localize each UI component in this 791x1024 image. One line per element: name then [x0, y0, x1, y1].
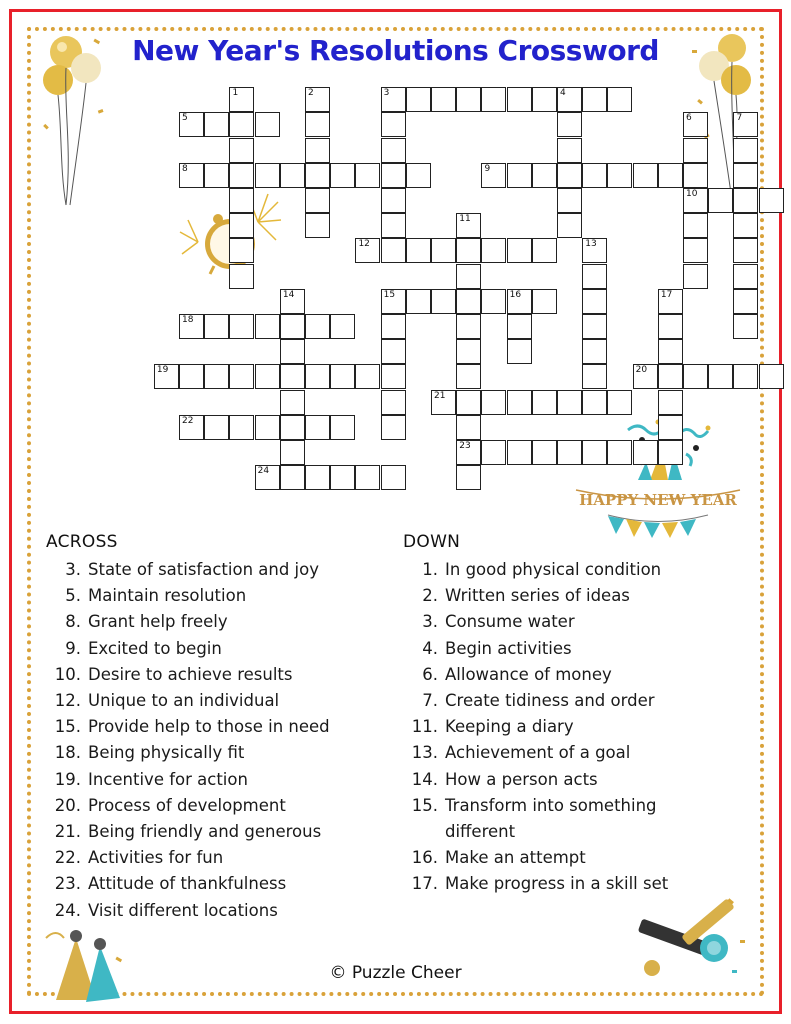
clue-text: Excited to begin [88, 638, 222, 658]
grid-cell[interactable] [658, 339, 683, 364]
clue-text: Attitude of thankfulness [88, 874, 287, 894]
grid-cell[interactable] [229, 188, 254, 213]
grid-cell[interactable] [557, 87, 582, 112]
clue-number: 19 [156, 365, 169, 376]
grid-cell[interactable] [759, 188, 784, 213]
clue-number: 19. [54, 769, 81, 789]
grid-cell[interactable] [633, 163, 658, 188]
grid-cell[interactable] [481, 87, 506, 112]
across-clue [44, 636, 394, 662]
grid-cell[interactable] [305, 213, 330, 238]
grid-cell[interactable] [507, 440, 532, 465]
clue-text: How a person acts [445, 769, 598, 789]
clue-number: 24. [54, 900, 81, 920]
grid-cell[interactable] [229, 112, 254, 137]
grid-cell[interactable] [381, 364, 406, 389]
grid-cell[interactable] [381, 213, 406, 238]
down-clue [401, 714, 751, 740]
grid-cell[interactable] [658, 289, 683, 314]
grid-cell[interactable] [204, 415, 229, 440]
grid-cell[interactable] [330, 314, 355, 339]
grid-cell[interactable] [305, 163, 330, 188]
grid-cell[interactable] [154, 364, 179, 389]
grid-cell[interactable] [280, 415, 305, 440]
grid-cell[interactable] [406, 289, 431, 314]
grid-cell[interactable] [381, 465, 406, 490]
grid-cell[interactable] [280, 440, 305, 465]
grid-cell[interactable] [582, 390, 607, 415]
grid-cell[interactable] [305, 188, 330, 213]
grid-cell[interactable] [557, 390, 582, 415]
clue-number: 13. [411, 743, 438, 763]
grid-cell[interactable] [431, 238, 456, 263]
grid-cell[interactable] [582, 339, 607, 364]
grid-cell[interactable] [481, 163, 506, 188]
grid-cell[interactable] [355, 163, 380, 188]
grid-cell[interactable] [607, 87, 632, 112]
grid-cell[interactable] [280, 364, 305, 389]
grid-cell[interactable] [582, 87, 607, 112]
clue-number: 2. [422, 586, 438, 606]
clue-number: 10 [686, 189, 698, 200]
across-clue [44, 714, 394, 740]
grid-cell[interactable] [204, 364, 229, 389]
grid-cell[interactable] [179, 163, 204, 188]
grid-cell[interactable] [280, 289, 305, 314]
clue-number: 15. [411, 795, 438, 815]
down-clue [401, 662, 751, 688]
grid-cell[interactable] [557, 213, 582, 238]
grid-cell[interactable] [280, 314, 305, 339]
grid-cell[interactable] [456, 213, 481, 238]
balloons-left-icon [36, 30, 116, 210]
grid-cell[interactable] [280, 390, 305, 415]
grid-cell[interactable] [481, 289, 506, 314]
clue-number: 4. [422, 638, 438, 658]
clue-text: Transform into something [445, 795, 657, 815]
grid-cell[interactable] [179, 415, 204, 440]
clue-number: 5. [65, 586, 81, 606]
clue-number: 21 [434, 390, 446, 401]
grid-cell[interactable] [330, 415, 355, 440]
grid-cell[interactable] [229, 138, 254, 163]
clue-number: 15 [383, 289, 396, 300]
down-clue-list [401, 557, 751, 898]
grid-cell[interactable] [305, 112, 330, 137]
across-clue [44, 662, 394, 688]
grid-cell[interactable] [708, 364, 733, 389]
grid-cell[interactable] [280, 465, 305, 490]
clue-text: Being friendly and generous [88, 822, 322, 842]
grid-cell[interactable] [683, 163, 708, 188]
clue-number: 9 [484, 163, 491, 174]
clue-number: 11. [411, 717, 438, 737]
grid-cell[interactable] [733, 213, 758, 238]
grid-cell[interactable] [507, 87, 532, 112]
grid-cell[interactable] [179, 314, 204, 339]
grid-cell[interactable] [406, 87, 431, 112]
grid-cell[interactable] [683, 213, 708, 238]
clue-text: Make an attempt [445, 848, 586, 868]
grid-cell[interactable] [532, 238, 557, 263]
grid-cell[interactable] [305, 415, 330, 440]
grid-cell[interactable] [557, 138, 582, 163]
grid-cell[interactable] [431, 289, 456, 314]
down-heading: DOWN [403, 532, 461, 552]
grid-cell[interactable] [456, 364, 481, 389]
clue-number: 1 [232, 88, 239, 99]
grid-cell[interactable] [204, 163, 229, 188]
grid-cell[interactable] [381, 238, 406, 263]
grid-cell[interactable] [532, 440, 557, 465]
grid-cell[interactable] [733, 112, 758, 137]
clue-text: Begin activities [445, 638, 572, 658]
clue-number: 16. [411, 848, 438, 868]
grid-cell[interactable] [456, 264, 481, 289]
grid-cell[interactable] [708, 188, 733, 213]
clue-number: 2 [308, 88, 314, 99]
grid-cell[interactable] [305, 314, 330, 339]
clue-number: 12 [358, 239, 370, 250]
across-clue [44, 819, 394, 845]
grid-cell[interactable] [229, 238, 254, 263]
grid-cell[interactable] [456, 465, 481, 490]
clue-number: 3 [383, 88, 390, 99]
clue-text: Make progress in a skill set [445, 874, 669, 894]
grid-cell[interactable] [255, 314, 280, 339]
clue-text: State of satisfaction and joy [88, 560, 319, 579]
clue-number: 13 [585, 239, 597, 250]
grid-cell[interactable] [381, 415, 406, 440]
grid-cell[interactable] [280, 163, 305, 188]
grid-cell[interactable] [456, 238, 481, 263]
grid-cell[interactable] [683, 112, 708, 137]
grid-cell[interactable] [229, 364, 254, 389]
grid-cell[interactable] [204, 112, 229, 137]
grid-cell[interactable] [582, 163, 607, 188]
across-clue-list [44, 557, 394, 924]
grid-cell[interactable] [733, 289, 758, 314]
grid-cell[interactable] [381, 289, 406, 314]
clue-number: 7 [736, 113, 743, 124]
grid-cell[interactable] [582, 364, 607, 389]
grid-cell[interactable] [255, 415, 280, 440]
clue-number: 15. [54, 717, 81, 737]
grid-cell[interactable] [633, 440, 658, 465]
clue-number: 10. [54, 664, 81, 684]
across-clue [44, 845, 394, 871]
grid-cell[interactable] [179, 364, 204, 389]
clue-number: 5 [182, 113, 188, 124]
clue-number: 14 [282, 289, 295, 300]
grid-cell[interactable] [456, 87, 481, 112]
clue-text: Provide help to those in need [88, 717, 330, 737]
grid-cell[interactable] [204, 314, 229, 339]
grid-cell[interactable] [582, 289, 607, 314]
grid-cell[interactable] [229, 87, 254, 112]
clue-number: 12. [54, 691, 81, 711]
clue-number: 18. [54, 743, 81, 763]
grid-cell[interactable] [481, 390, 506, 415]
copyright-footer: © Puzzle Cheer [329, 963, 462, 983]
clue-text: Achievement of a goal [445, 743, 631, 763]
down-clue [401, 767, 751, 793]
grid-cell[interactable] [532, 163, 557, 188]
grid-cell[interactable] [255, 112, 280, 137]
grid-cell[interactable] [381, 112, 406, 137]
grid-cell[interactable] [381, 87, 406, 112]
grid-cell[interactable] [658, 440, 683, 465]
grid-cell[interactable] [431, 87, 456, 112]
across-clue [44, 557, 394, 583]
grid-cell[interactable] [733, 163, 758, 188]
down-clue [401, 871, 751, 897]
clue-number: 6 [686, 113, 692, 124]
grid-cell[interactable] [658, 314, 683, 339]
grid-cell[interactable] [507, 314, 532, 339]
grid-cell[interactable] [481, 238, 506, 263]
clue-number: 22. [54, 848, 81, 868]
grid-cell[interactable] [406, 163, 431, 188]
grid-cell[interactable] [607, 440, 632, 465]
grid-cell[interactable] [280, 339, 305, 364]
grid-cell[interactable] [456, 289, 481, 314]
grid-cell[interactable] [557, 440, 582, 465]
grid-cell[interactable] [733, 238, 758, 263]
across-clue [44, 871, 394, 897]
down-clue [401, 793, 751, 845]
clue-text: Create tidiness and order [445, 691, 655, 711]
across-clue [44, 767, 394, 793]
grid-cell[interactable] [229, 264, 254, 289]
grid-cell[interactable] [456, 339, 481, 364]
clue-text: Maintain resolution [88, 586, 247, 606]
across-clue [44, 898, 394, 924]
grid-cell[interactable] [456, 390, 481, 415]
clue-number: 17 [660, 289, 673, 300]
clue-number: 7. [422, 691, 438, 711]
down-clue [401, 636, 751, 662]
grid-cell[interactable] [229, 415, 254, 440]
clue-text: Allowance of money [445, 664, 612, 684]
clue-text: In good physical condition [445, 560, 662, 579]
down-clue [401, 609, 751, 635]
down-clue [401, 740, 751, 766]
grid-cell[interactable] [683, 238, 708, 263]
clue-number: 3. [422, 612, 438, 632]
clue-text: Being physically fit [88, 743, 245, 763]
grid-cell[interactable] [658, 364, 683, 389]
grid-cell[interactable] [305, 87, 330, 112]
grid-cell[interactable] [355, 364, 380, 389]
across-clue [44, 609, 394, 635]
clue-text: Unique to an individual [88, 691, 280, 711]
across-clue [44, 793, 394, 819]
clue-text: Process of development [88, 795, 286, 815]
grid-cell[interactable] [557, 163, 582, 188]
grid-cell[interactable] [381, 390, 406, 415]
clue-text-continued: different [445, 822, 516, 842]
clue-text: Activities for fun [88, 848, 224, 868]
clue-number: 9. [65, 638, 81, 658]
down-clue [401, 583, 751, 609]
grid-cell[interactable] [381, 138, 406, 163]
grid-cell[interactable] [582, 440, 607, 465]
grid-cell[interactable] [305, 465, 330, 490]
clue-text: Consume water [445, 612, 575, 632]
grid-cell[interactable] [381, 163, 406, 188]
clue-number: 20. [54, 795, 81, 815]
grid-cell[interactable] [481, 440, 506, 465]
clue-number: 8. [65, 612, 81, 632]
grid-cell[interactable] [229, 213, 254, 238]
grid-cell[interactable] [733, 188, 758, 213]
across-clue [44, 688, 394, 714]
clue-text: Keeping a diary [445, 717, 574, 737]
clue-text: Grant help freely [88, 612, 228, 632]
grid-cell[interactable] [456, 415, 481, 440]
grid-cell[interactable] [255, 364, 280, 389]
clue-number: 14. [411, 769, 438, 789]
grid-cell[interactable] [733, 314, 758, 339]
clue-number: 21. [54, 822, 81, 842]
clue-number: 11 [459, 214, 471, 225]
grid-cell[interactable] [532, 87, 557, 112]
grid-cell[interactable] [683, 188, 708, 213]
grid-cell[interactable] [582, 264, 607, 289]
across-heading: ACROSS [46, 532, 118, 552]
grid-cell[interactable] [658, 415, 683, 440]
page-title: New Year's Resolutions Crossword [132, 34, 659, 67]
grid-cell[interactable] [733, 364, 758, 389]
grid-cell[interactable] [381, 314, 406, 339]
clue-number: 3. [65, 560, 81, 579]
grid-cell[interactable] [381, 188, 406, 213]
down-clue [401, 557, 751, 583]
grid-cell[interactable] [683, 364, 708, 389]
grid-cell[interactable] [557, 112, 582, 137]
clue-number: 8 [182, 163, 188, 174]
grid-cell[interactable] [658, 390, 683, 415]
grid-cell[interactable] [507, 390, 532, 415]
grid-cell[interactable] [507, 339, 532, 364]
grid-cell[interactable] [683, 138, 708, 163]
grid-cell[interactable] [229, 163, 254, 188]
clue-number: 18 [182, 315, 194, 326]
clue-number: 22 [182, 415, 194, 426]
grid-cell[interactable] [179, 112, 204, 137]
grid-cell[interactable] [456, 440, 481, 465]
clue-text: Visit different locations [88, 900, 278, 920]
grid-cell[interactable] [607, 163, 632, 188]
grid-cell[interactable] [305, 364, 330, 389]
grid-cell[interactable] [406, 238, 431, 263]
clue-text: Desire to achieve results [88, 664, 293, 684]
grid-cell[interactable] [759, 364, 784, 389]
grid-cell[interactable] [305, 138, 330, 163]
grid-cell[interactable] [229, 314, 254, 339]
grid-cell[interactable] [532, 289, 557, 314]
grid-cell[interactable] [683, 264, 708, 289]
grid-cell[interactable] [507, 163, 532, 188]
clue-number: 20 [635, 365, 648, 376]
down-clue [401, 845, 751, 871]
across-clue [44, 740, 394, 766]
grid-cell[interactable] [507, 289, 532, 314]
grid-cell[interactable] [658, 163, 683, 188]
grid-cell[interactable] [582, 314, 607, 339]
across-clue [44, 583, 394, 609]
clue-number: 24 [257, 466, 270, 477]
grid-cell[interactable] [456, 314, 481, 339]
clue-number: 23. [54, 874, 81, 894]
grid-cell[interactable] [733, 138, 758, 163]
svg-text:HAPPY NEW YEAR: HAPPY NEW YEAR [579, 491, 737, 509]
grid-cell[interactable] [255, 465, 280, 490]
grid-cell[interactable] [557, 188, 582, 213]
grid-cell[interactable] [507, 238, 532, 263]
grid-cell[interactable] [330, 364, 355, 389]
grid-cell[interactable] [355, 238, 380, 263]
clue-number: 1. [422, 560, 438, 579]
grid-cell[interactable] [633, 364, 658, 389]
grid-cell[interactable] [532, 390, 557, 415]
clue-text: Written series of ideas [445, 586, 630, 606]
down-clue [401, 688, 751, 714]
clue-number: 6. [422, 664, 438, 684]
grid-cell[interactable] [582, 238, 607, 263]
clue-text: Incentive for action [88, 769, 248, 789]
clue-number: 4 [560, 88, 566, 99]
grid-cell[interactable] [330, 163, 355, 188]
grid-cell[interactable] [355, 465, 380, 490]
grid-cell[interactable] [607, 390, 632, 415]
grid-cell[interactable] [733, 264, 758, 289]
grid-cell[interactable] [330, 465, 355, 490]
clue-number: 16 [509, 289, 522, 300]
grid-cell[interactable] [255, 163, 280, 188]
clue-number: 17. [411, 874, 438, 894]
clue-number: 23 [459, 441, 471, 452]
grid-cell[interactable] [431, 390, 456, 415]
grid-cell[interactable] [381, 339, 406, 364]
